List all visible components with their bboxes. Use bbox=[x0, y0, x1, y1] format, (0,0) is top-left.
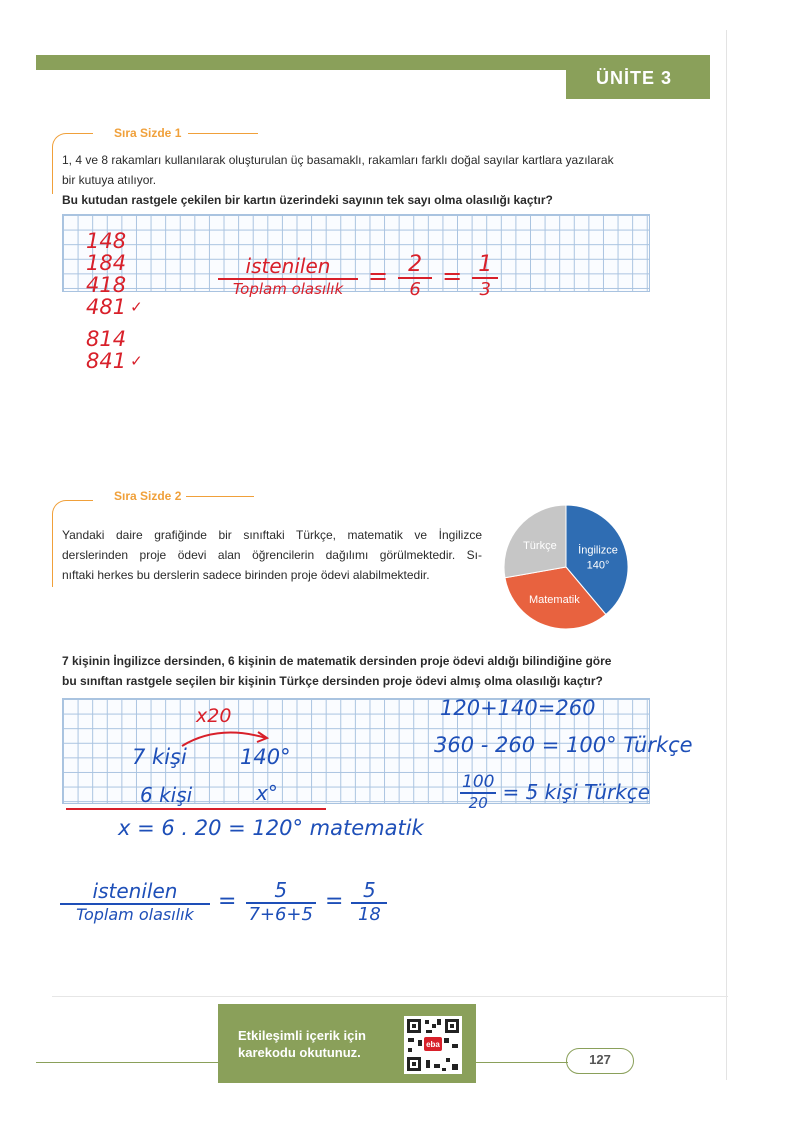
fraction-2-6 bbox=[398, 252, 432, 300]
equals-sign: = bbox=[442, 262, 463, 290]
section2-title: Sıra Sizde 2 bbox=[114, 489, 182, 503]
fraction-denominator: 7+6+5 bbox=[248, 904, 313, 925]
number-6: 841 bbox=[86, 349, 127, 373]
number-3: 418 bbox=[86, 273, 127, 297]
section1-text-line1: 1, 4 ve 8 rakamları kullanılarak oluşturulan üç basamaklı, rakamları farklı doğal sayılar kartlara yazılarak bbox=[62, 153, 614, 167]
pie-label-2: Türkçe bbox=[523, 540, 557, 553]
section2-title-line bbox=[186, 496, 254, 497]
section2-question-line1: 7 kişinin İngilizce dersinden, 6 kişinin de matematik dersinden proje ödevi aldığı bilindiğine göre bbox=[62, 654, 612, 668]
section1-number-list bbox=[86, 230, 143, 372]
section1-title: Sıra Sizde 1 bbox=[114, 126, 182, 140]
number-1: 148 bbox=[86, 229, 127, 253]
fraction-numerator: 5 bbox=[363, 878, 376, 902]
row2-right: x° bbox=[256, 781, 278, 805]
row1-left: 7 kişi bbox=[132, 745, 187, 769]
footer-divider bbox=[52, 996, 728, 997]
section2-text-line2: derslerinden proje ödevi alan öğrencilerin dağılımı görülmektedir. Sı- bbox=[62, 548, 482, 562]
pie-chart bbox=[500, 503, 640, 637]
equals-sign: = bbox=[324, 889, 344, 914]
qr-code-icon[interactable] bbox=[404, 1016, 462, 1074]
fraction-numerator: 100 bbox=[462, 772, 495, 792]
fraction-numerator: istenilen bbox=[245, 254, 331, 278]
fraction-denominator: 18 bbox=[357, 904, 381, 925]
section2-text-line1: Yandaki daire grafiğinde bir sınıftaki Türkçe, matematik ve İngilizce bbox=[62, 528, 482, 542]
fraction-numerator: istenilen bbox=[92, 879, 178, 903]
section2-text-line3: nıftaki herkes bu derslerin sadece birinden proje ödevi alabilmektedir. bbox=[62, 568, 430, 582]
page-number: 127 bbox=[589, 1052, 611, 1067]
section1-title-line bbox=[188, 133, 258, 134]
fraction-denominator: Toplam olasılık bbox=[76, 905, 194, 924]
matematik-calc: x = 6 . 20 = 120° matematik bbox=[118, 816, 424, 840]
check-icon: ✓ bbox=[130, 298, 143, 316]
svg-text:eba: eba bbox=[426, 1040, 440, 1049]
division-result: = 5 kişi Türkçe bbox=[502, 780, 651, 804]
check-icon: ✓ bbox=[130, 352, 143, 370]
fraction-denominator: 20 bbox=[468, 794, 488, 812]
pie-label-1: Matematik bbox=[528, 594, 580, 607]
number-5: 814 bbox=[86, 327, 127, 351]
fraction-numerator: 5 bbox=[274, 878, 288, 902]
footer-line-left bbox=[36, 1062, 218, 1063]
page-edge-line bbox=[726, 30, 727, 1080]
footer-line-right bbox=[476, 1062, 568, 1063]
times-20-note: x20 bbox=[196, 705, 232, 727]
pie-label-0: İngilizce bbox=[578, 544, 618, 557]
fraction-denominator: 3 bbox=[479, 279, 491, 300]
fraction-5-18 bbox=[351, 878, 387, 925]
section1-probability bbox=[218, 252, 498, 300]
section2-probability bbox=[60, 878, 387, 925]
fraction-1-3 bbox=[472, 252, 498, 300]
fraction-denominator: Toplam olasılık bbox=[232, 280, 344, 298]
section1-question: Bu kutudan rastgele çekilen bir kartın üzerindeki sayının tek sayı olma olasılığı kaçtır? bbox=[62, 193, 553, 207]
sum-calc: 120+140=260 bbox=[440, 696, 596, 720]
division-calc bbox=[458, 772, 650, 812]
pie-value-label-0: 140° bbox=[586, 559, 610, 572]
section1-text-line2: bir kutuya atılıyor. bbox=[62, 173, 157, 187]
fraction-5-18-sum bbox=[244, 878, 317, 925]
unit-label: ÜNİTE 3 bbox=[596, 68, 673, 88]
red-underline bbox=[66, 808, 326, 810]
qr-text-line1: Etkileşimli içerik için bbox=[238, 1028, 366, 1043]
equals-sign: = bbox=[368, 262, 389, 290]
section2-question-line2: bu sınıftan rastgele seçilen bir kişinin Türkçe dersinden proje ödevi almış olma olasılığı kaçtır? bbox=[62, 674, 603, 688]
row2-left: 6 kişi bbox=[140, 783, 193, 807]
fraction-denominator: 6 bbox=[409, 279, 421, 300]
fraction-100-20 bbox=[458, 772, 498, 812]
row1-right: 140° bbox=[240, 745, 291, 769]
fraction-numerator: 2 bbox=[408, 252, 423, 277]
qr-text-line2: karekodu okutunuz. bbox=[238, 1045, 361, 1060]
fraction-istenilen bbox=[218, 254, 358, 298]
number-2: 184 bbox=[86, 251, 127, 275]
fraction-numerator: 1 bbox=[478, 252, 493, 277]
diff-calc: 360 - 260 = 100° Türkçe bbox=[434, 733, 693, 757]
equals-sign: = bbox=[218, 889, 237, 914]
fraction-istenilen bbox=[60, 879, 210, 924]
number-4: 481 bbox=[86, 295, 127, 319]
